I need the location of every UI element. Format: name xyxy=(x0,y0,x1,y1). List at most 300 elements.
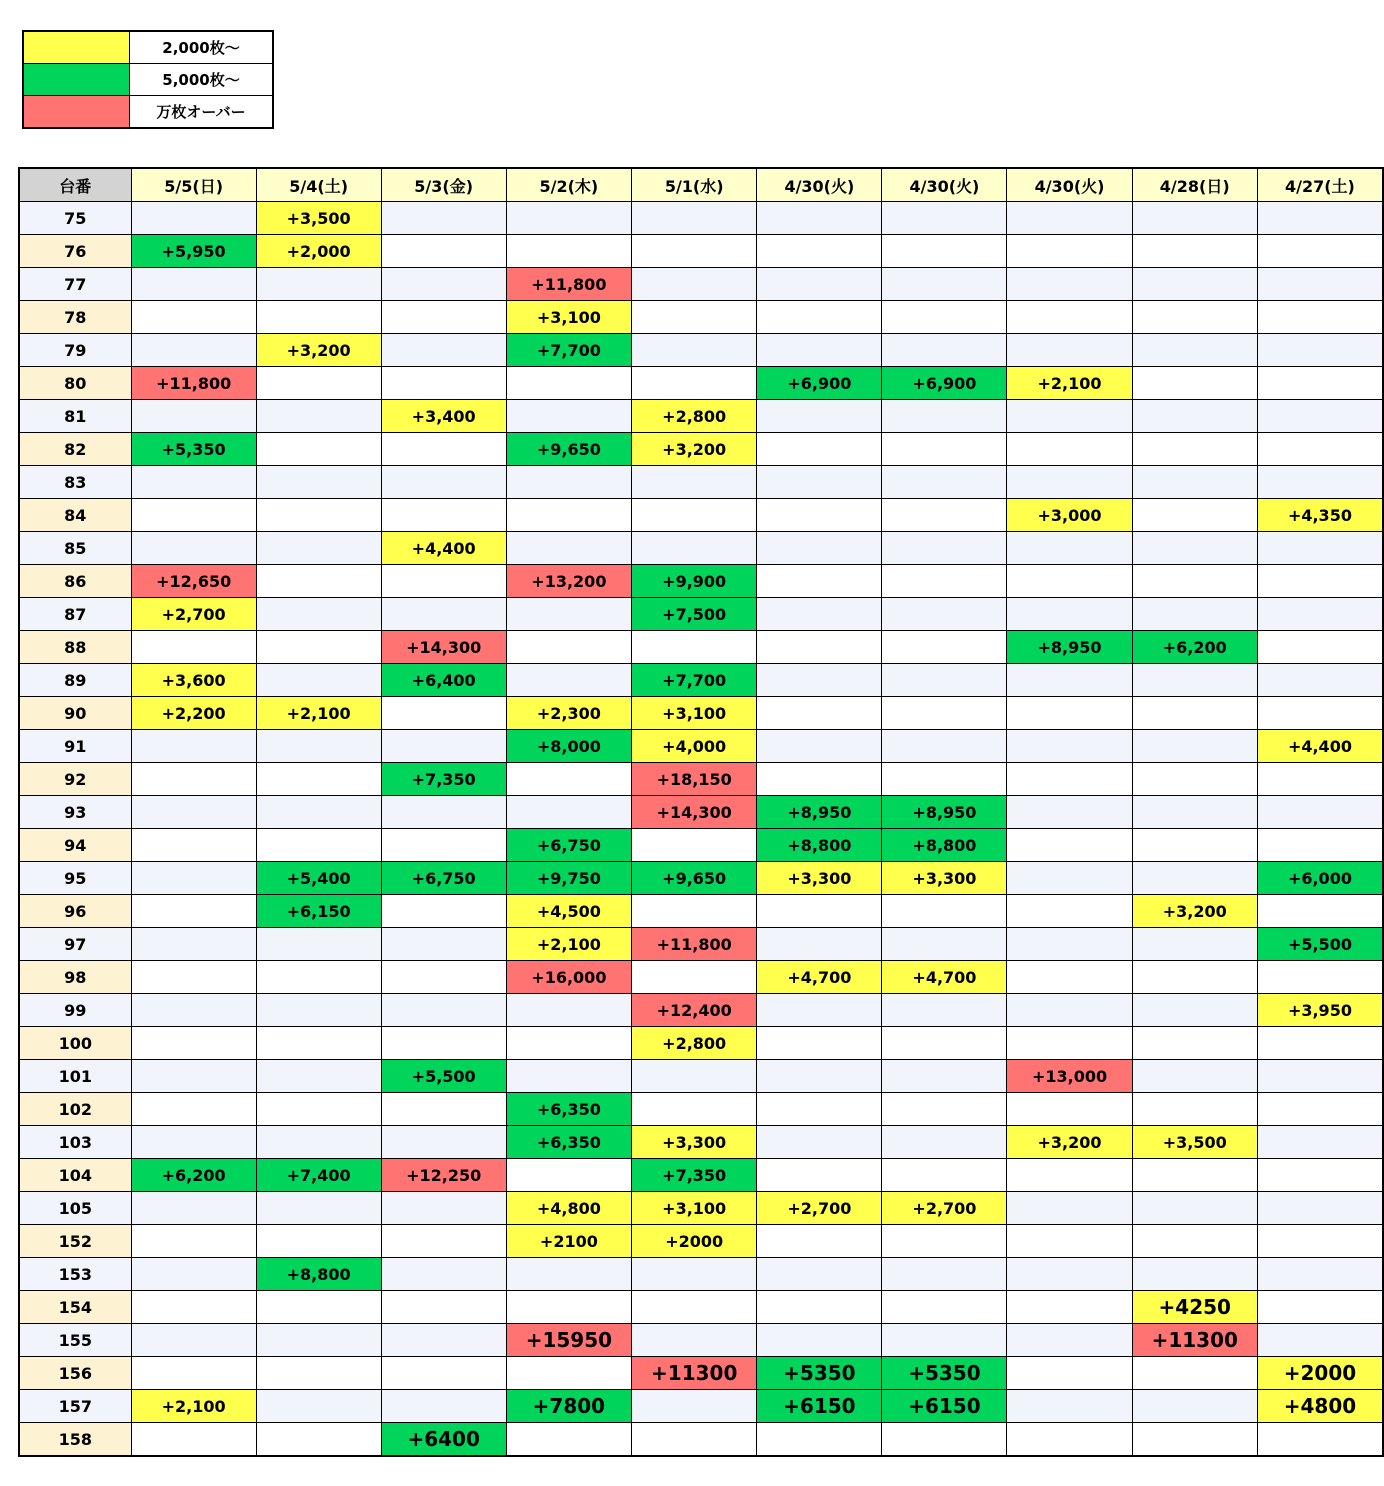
empty-cell xyxy=(882,763,1007,796)
result-cell: +8,000 xyxy=(506,730,631,763)
empty-cell xyxy=(1132,796,1257,829)
empty-cell xyxy=(506,994,631,1027)
machine-number: 96 xyxy=(19,895,131,928)
result-cell: +2,800 xyxy=(632,1027,757,1060)
empty-cell xyxy=(1007,730,1132,763)
result-cell: +9,650 xyxy=(632,862,757,895)
empty-cell xyxy=(632,1390,757,1423)
empty-cell xyxy=(632,235,757,268)
date-column-header: 4/30(火) xyxy=(1007,168,1132,202)
result-cell: +15950 xyxy=(506,1324,631,1357)
table-row xyxy=(19,202,1383,235)
result-cell: +2,700 xyxy=(882,1192,1007,1225)
legend-row xyxy=(23,64,273,96)
empty-cell xyxy=(131,1225,256,1258)
empty-cell xyxy=(131,1357,256,1390)
empty-cell xyxy=(1257,1324,1383,1357)
empty-cell xyxy=(1257,334,1383,367)
empty-cell xyxy=(506,466,631,499)
empty-cell xyxy=(131,895,256,928)
empty-cell xyxy=(131,994,256,1027)
empty-cell xyxy=(757,334,882,367)
result-cell: +16,000 xyxy=(506,961,631,994)
machine-number: 77 xyxy=(19,268,131,301)
empty-cell xyxy=(256,796,381,829)
machine-number: 81 xyxy=(19,400,131,433)
empty-cell xyxy=(256,1423,381,1457)
result-cell: +3,300 xyxy=(632,1126,757,1159)
empty-cell xyxy=(882,1126,1007,1159)
empty-cell xyxy=(131,730,256,763)
empty-cell xyxy=(757,631,882,664)
result-cell: +12,400 xyxy=(632,994,757,1027)
result-cell: +2,800 xyxy=(632,400,757,433)
empty-cell xyxy=(381,466,506,499)
empty-cell xyxy=(381,301,506,334)
empty-cell xyxy=(632,895,757,928)
empty-cell xyxy=(506,400,631,433)
empty-cell xyxy=(1007,334,1132,367)
result-cell: +3,950 xyxy=(1257,994,1383,1027)
empty-cell xyxy=(632,367,757,400)
empty-cell xyxy=(381,1126,506,1159)
empty-cell xyxy=(506,532,631,565)
result-cell: +3,200 xyxy=(1132,895,1257,928)
empty-cell xyxy=(506,235,631,268)
empty-cell xyxy=(381,235,506,268)
empty-cell xyxy=(882,631,1007,664)
empty-cell xyxy=(1132,1093,1257,1126)
empty-cell xyxy=(1132,1258,1257,1291)
legend-body xyxy=(23,31,273,128)
empty-cell xyxy=(632,961,757,994)
table-row xyxy=(19,466,1383,499)
empty-cell xyxy=(632,301,757,334)
empty-cell xyxy=(256,1060,381,1093)
empty-cell xyxy=(757,730,882,763)
result-cell: +4,700 xyxy=(757,961,882,994)
result-cell: +7,700 xyxy=(632,664,757,697)
empty-cell xyxy=(1257,631,1383,664)
empty-cell xyxy=(381,268,506,301)
table-row xyxy=(19,367,1383,400)
empty-cell xyxy=(632,1060,757,1093)
machine-number: 158 xyxy=(19,1423,131,1457)
empty-cell xyxy=(1257,367,1383,400)
empty-cell xyxy=(1132,532,1257,565)
empty-cell xyxy=(506,1423,631,1457)
result-cell: +2,100 xyxy=(1007,367,1132,400)
result-cell: +2,100 xyxy=(506,928,631,961)
empty-cell xyxy=(506,499,631,532)
empty-cell xyxy=(381,1390,506,1423)
empty-cell xyxy=(1007,202,1132,235)
date-column-header: 4/30(火) xyxy=(882,168,1007,202)
result-cell: +7800 xyxy=(506,1390,631,1423)
empty-cell xyxy=(381,598,506,631)
legend-swatch-yellow xyxy=(23,31,130,64)
table-row xyxy=(19,400,1383,433)
result-cell: +6,750 xyxy=(381,862,506,895)
result-cell: +7,400 xyxy=(256,1159,381,1192)
machine-number: 84 xyxy=(19,499,131,532)
empty-cell xyxy=(1132,1192,1257,1225)
table-row xyxy=(19,664,1383,697)
result-cell: +11,800 xyxy=(131,367,256,400)
empty-cell xyxy=(506,1291,631,1324)
result-cell: +4,700 xyxy=(882,961,1007,994)
empty-cell xyxy=(1007,532,1132,565)
machine-number: 156 xyxy=(19,1357,131,1390)
empty-cell xyxy=(256,565,381,598)
empty-cell xyxy=(882,1291,1007,1324)
empty-cell xyxy=(381,433,506,466)
result-cell: +4250 xyxy=(1132,1291,1257,1324)
empty-cell xyxy=(381,1291,506,1324)
result-cell: +6,150 xyxy=(256,895,381,928)
empty-cell xyxy=(882,730,1007,763)
result-cell: +4,400 xyxy=(381,532,506,565)
result-cell: +2,700 xyxy=(757,1192,882,1225)
result-cell: +6,000 xyxy=(1257,862,1383,895)
result-cell: +4,000 xyxy=(632,730,757,763)
empty-cell xyxy=(131,928,256,961)
machine-number: 83 xyxy=(19,466,131,499)
machine-number: 86 xyxy=(19,565,131,598)
empty-cell xyxy=(1007,1093,1132,1126)
empty-cell xyxy=(131,829,256,862)
table-row xyxy=(19,433,1383,466)
empty-cell xyxy=(882,598,1007,631)
result-cell: +8,950 xyxy=(757,796,882,829)
empty-cell xyxy=(1132,334,1257,367)
machine-number: 90 xyxy=(19,697,131,730)
empty-cell xyxy=(1007,895,1132,928)
empty-cell xyxy=(1007,664,1132,697)
empty-cell xyxy=(1007,994,1132,1027)
table-row xyxy=(19,1126,1383,1159)
empty-cell xyxy=(1257,1126,1383,1159)
table-row xyxy=(19,631,1383,664)
table-row xyxy=(19,697,1383,730)
empty-cell xyxy=(381,565,506,598)
result-cell: +14,300 xyxy=(632,796,757,829)
result-cell: +5350 xyxy=(757,1357,882,1390)
date-column-header: 4/30(火) xyxy=(757,168,882,202)
result-cell: +4,500 xyxy=(506,895,631,928)
empty-cell xyxy=(882,202,1007,235)
machine-column-header: 台番 xyxy=(19,168,131,202)
empty-cell xyxy=(882,400,1007,433)
empty-cell xyxy=(256,1225,381,1258)
empty-cell xyxy=(131,334,256,367)
empty-cell xyxy=(256,1390,381,1423)
table-row xyxy=(19,994,1383,1027)
result-cell: +2,100 xyxy=(256,697,381,730)
result-cell: +8,800 xyxy=(882,829,1007,862)
empty-cell xyxy=(757,301,882,334)
result-cell: +7,350 xyxy=(632,1159,757,1192)
header-row xyxy=(19,168,1383,202)
legend-row xyxy=(23,96,273,129)
empty-cell xyxy=(256,730,381,763)
result-cell: +8,800 xyxy=(256,1258,381,1291)
empty-cell xyxy=(381,697,506,730)
empty-cell xyxy=(131,1291,256,1324)
result-cell: +3,400 xyxy=(381,400,506,433)
empty-cell xyxy=(1007,928,1132,961)
machine-number: 154 xyxy=(19,1291,131,1324)
machine-number: 78 xyxy=(19,301,131,334)
empty-cell xyxy=(1132,499,1257,532)
result-cell: +2000 xyxy=(1257,1357,1383,1390)
empty-cell xyxy=(1257,1192,1383,1225)
table-row xyxy=(19,961,1383,994)
empty-cell xyxy=(757,1258,882,1291)
table-row xyxy=(19,763,1383,796)
empty-cell xyxy=(1132,763,1257,796)
empty-cell xyxy=(1257,1060,1383,1093)
result-cell: +6,400 xyxy=(381,664,506,697)
empty-cell xyxy=(1257,697,1383,730)
empty-cell xyxy=(757,400,882,433)
empty-cell xyxy=(757,202,882,235)
empty-cell xyxy=(757,1027,882,1060)
empty-cell xyxy=(882,235,1007,268)
empty-cell xyxy=(1132,1423,1257,1457)
result-cell: +3,100 xyxy=(506,301,631,334)
empty-cell xyxy=(1132,565,1257,598)
empty-cell xyxy=(882,1093,1007,1126)
empty-cell xyxy=(1257,1258,1383,1291)
empty-cell xyxy=(757,928,882,961)
empty-cell xyxy=(256,1324,381,1357)
empty-cell xyxy=(381,367,506,400)
empty-cell xyxy=(381,730,506,763)
machine-number: 92 xyxy=(19,763,131,796)
machine-number: 89 xyxy=(19,664,131,697)
empty-cell xyxy=(256,1291,381,1324)
empty-cell xyxy=(882,1060,1007,1093)
legend-swatch-green xyxy=(23,64,130,96)
empty-cell xyxy=(131,1324,256,1357)
empty-cell xyxy=(1132,664,1257,697)
empty-cell xyxy=(882,565,1007,598)
empty-cell xyxy=(506,202,631,235)
empty-cell xyxy=(1007,466,1132,499)
empty-cell xyxy=(131,400,256,433)
legend-swatch-red xyxy=(23,96,130,129)
empty-cell xyxy=(256,1357,381,1390)
empty-cell xyxy=(1257,202,1383,235)
table-row xyxy=(19,928,1383,961)
empty-cell xyxy=(381,1093,506,1126)
empty-cell xyxy=(256,301,381,334)
empty-cell xyxy=(256,928,381,961)
result-cell: +8,950 xyxy=(882,796,1007,829)
empty-cell xyxy=(757,1291,882,1324)
empty-cell xyxy=(131,796,256,829)
machine-number: 94 xyxy=(19,829,131,862)
result-cell: +5,350 xyxy=(131,433,256,466)
result-cell: +6,350 xyxy=(506,1126,631,1159)
empty-cell xyxy=(1007,1423,1132,1457)
empty-cell xyxy=(256,598,381,631)
empty-cell xyxy=(1132,598,1257,631)
empty-cell xyxy=(131,631,256,664)
empty-cell xyxy=(1132,1225,1257,1258)
empty-cell xyxy=(1257,565,1383,598)
machine-number: 76 xyxy=(19,235,131,268)
result-cell: +13,000 xyxy=(1007,1060,1132,1093)
empty-cell xyxy=(256,763,381,796)
empty-cell xyxy=(256,433,381,466)
empty-cell xyxy=(757,697,882,730)
empty-cell xyxy=(1132,862,1257,895)
result-cell: +7,350 xyxy=(381,763,506,796)
table-row xyxy=(19,829,1383,862)
empty-cell xyxy=(1007,235,1132,268)
table-row xyxy=(19,1060,1383,1093)
empty-cell xyxy=(757,235,882,268)
result-cell: +11300 xyxy=(632,1357,757,1390)
machine-number: 99 xyxy=(19,994,131,1027)
result-cell: +6,200 xyxy=(131,1159,256,1192)
empty-cell xyxy=(1007,1159,1132,1192)
result-cell: +2000 xyxy=(632,1225,757,1258)
table-row xyxy=(19,895,1383,928)
date-column-header: 4/27(土) xyxy=(1257,168,1383,202)
empty-cell xyxy=(256,994,381,1027)
empty-cell xyxy=(256,1027,381,1060)
empty-cell xyxy=(632,202,757,235)
empty-cell xyxy=(757,1324,882,1357)
table-row xyxy=(19,268,1383,301)
date-column-header: 5/1(水) xyxy=(632,168,757,202)
empty-cell xyxy=(381,1192,506,1225)
empty-cell xyxy=(1257,235,1383,268)
date-column-header: 5/4(土) xyxy=(256,168,381,202)
table-row xyxy=(19,565,1383,598)
empty-cell xyxy=(506,631,631,664)
empty-cell xyxy=(882,664,1007,697)
empty-cell xyxy=(131,1192,256,1225)
table-row xyxy=(19,499,1383,532)
empty-cell xyxy=(506,1159,631,1192)
machine-number: 87 xyxy=(19,598,131,631)
empty-cell xyxy=(381,829,506,862)
empty-cell xyxy=(1132,697,1257,730)
empty-cell xyxy=(1007,1225,1132,1258)
result-cell: +3,100 xyxy=(632,1192,757,1225)
table-row xyxy=(19,598,1383,631)
result-cell: +13,200 xyxy=(506,565,631,598)
empty-cell xyxy=(1007,1390,1132,1423)
empty-cell xyxy=(1257,1159,1383,1192)
empty-cell xyxy=(1007,961,1132,994)
empty-cell xyxy=(1007,697,1132,730)
machine-number: 91 xyxy=(19,730,131,763)
result-cell: +11,800 xyxy=(632,928,757,961)
empty-cell xyxy=(381,961,506,994)
machine-number: 79 xyxy=(19,334,131,367)
empty-cell xyxy=(256,961,381,994)
empty-cell xyxy=(256,1093,381,1126)
machine-number: 104 xyxy=(19,1159,131,1192)
result-cell: +4,350 xyxy=(1257,499,1383,532)
empty-cell xyxy=(757,1423,882,1457)
empty-cell xyxy=(381,1258,506,1291)
empty-cell xyxy=(882,334,1007,367)
table-row xyxy=(19,862,1383,895)
result-cell: +8,800 xyxy=(757,829,882,862)
result-cell: +4,800 xyxy=(506,1192,631,1225)
empty-cell xyxy=(1257,268,1383,301)
result-cell: +12,250 xyxy=(381,1159,506,1192)
empty-cell xyxy=(882,532,1007,565)
empty-cell xyxy=(632,829,757,862)
empty-cell xyxy=(131,763,256,796)
machine-number: 105 xyxy=(19,1192,131,1225)
result-cell: +5,400 xyxy=(256,862,381,895)
empty-cell xyxy=(1132,268,1257,301)
machine-number: 95 xyxy=(19,862,131,895)
date-column-header: 5/2(木) xyxy=(506,168,631,202)
empty-cell xyxy=(506,796,631,829)
empty-cell xyxy=(381,202,506,235)
empty-cell xyxy=(1257,895,1383,928)
result-cell: +11,800 xyxy=(506,268,631,301)
result-cell: +2,000 xyxy=(256,235,381,268)
table-row xyxy=(19,1324,1383,1357)
empty-cell xyxy=(1257,961,1383,994)
result-cell: +3,100 xyxy=(632,697,757,730)
empty-cell xyxy=(131,532,256,565)
empty-cell xyxy=(1132,730,1257,763)
empty-cell xyxy=(506,1060,631,1093)
result-cell: +4,400 xyxy=(1257,730,1383,763)
empty-cell xyxy=(1257,1291,1383,1324)
result-cell: +12,650 xyxy=(131,565,256,598)
machine-number: 98 xyxy=(19,961,131,994)
empty-cell xyxy=(882,1423,1007,1457)
empty-cell xyxy=(1007,829,1132,862)
empty-cell xyxy=(256,268,381,301)
empty-cell xyxy=(256,1126,381,1159)
table-row xyxy=(19,1027,1383,1060)
table-row xyxy=(19,1258,1383,1291)
empty-cell xyxy=(757,499,882,532)
table-row xyxy=(19,334,1383,367)
result-cell: +7,700 xyxy=(506,334,631,367)
machine-number: 85 xyxy=(19,532,131,565)
result-cell: +3,500 xyxy=(1132,1126,1257,1159)
table-row xyxy=(19,796,1383,829)
empty-cell xyxy=(131,1423,256,1457)
result-cell: +9,750 xyxy=(506,862,631,895)
table-row xyxy=(19,1357,1383,1390)
table-row xyxy=(19,1390,1383,1423)
result-cell: +4800 xyxy=(1257,1390,1383,1423)
result-cell: +3,300 xyxy=(757,862,882,895)
empty-cell xyxy=(882,895,1007,928)
empty-cell xyxy=(632,1324,757,1357)
empty-cell xyxy=(757,1126,882,1159)
empty-cell xyxy=(882,697,1007,730)
empty-cell xyxy=(1007,433,1132,466)
empty-cell xyxy=(882,928,1007,961)
empty-cell xyxy=(882,268,1007,301)
